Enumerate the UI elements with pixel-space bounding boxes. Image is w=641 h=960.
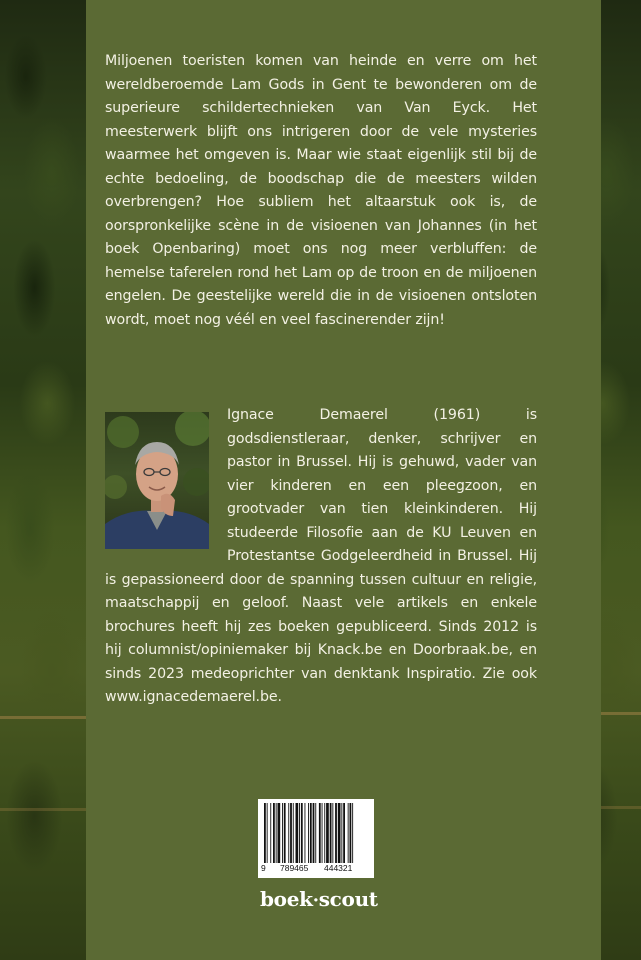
- barcode-bar: [310, 803, 312, 863]
- left-strip-line: [0, 716, 86, 719]
- publisher-logo-part2: scout: [318, 887, 378, 911]
- left-foliage-strip: [0, 0, 86, 960]
- isbn-barcode: [258, 799, 374, 878]
- barcode-bar: [313, 803, 315, 863]
- barcode-digits-right: 444321: [324, 863, 353, 873]
- barcode-bar: [319, 803, 321, 863]
- barcode-bar: [350, 803, 352, 863]
- publisher-logo-part1: boek: [260, 887, 313, 911]
- author-bio: Ignace Demaerel (1961) is godsdienstleraar, denker, schrijver en pastor in Brussel. Hij is gehuwd, vader van vier kinderen en een pleegzoon, en grootvader van tien kleinkinderen. Hij studeerde Filosofie aan de KU Leuven en Protestantse Godgeleerdheid in Brussel. Hij is gepassioneerd door de spanning tussen cultuur en religie, maatschappij en geloof. Naast vele artikels en enkele brochures heeft hij zes boeken gepubliceerd. Sinds 2012 is hij columnist/opiniemaker bij Knack.be en Doorbraak.be, en sinds 2023 medeoprichter van denktank Inspiratio. Zie ook www.ignacedemaerel.be.: [105, 407, 537, 705]
- book-blurb: Miljoenen toeristen komen van heinde en verre om het wereldberoemde Lam Gods in Gent te bewonderen om de superieure schildertechnieken van Van Eyck. Het meesterwerk blijft ons intrigeren door de vele mysteries waarmee het omgeven is. Maar wie staat eigenlijk stil bij de echte bedoeling, de boodschap die de meesters wilden overbrengen? Hoe subliem het altaarstuk ook is, de oorspronkelijke scène in de visioenen van Johannes (in het boek Openbaring) moet ons nog meer verbluffen: de hemelse taferelen rond het Lam op de troon en de miljoenen engelen. De geestelijke wereld die in de visioenen ontsloten wordt, moet nog véél en veel fascinerender zijn!: [105, 53, 537, 328]
- barcode-bar: [270, 803, 271, 863]
- barcode-bar: [273, 803, 275, 863]
- barcode-first-digit: 9: [261, 863, 266, 873]
- photo-spacer: [105, 404, 227, 548]
- barcode-bar: [305, 803, 306, 863]
- barcode-bar: [282, 803, 283, 863]
- barcode-digits: [258, 863, 374, 875]
- barcode-bar: [293, 803, 294, 863]
- barcode-bar: [343, 803, 345, 863]
- barcode-bar: [299, 803, 300, 863]
- barcode-bar: [315, 803, 316, 863]
- barcode-bar: [335, 803, 337, 863]
- barcode-bar: [308, 803, 309, 863]
- barcode-bar: [324, 803, 325, 863]
- barcode-bar: [341, 803, 342, 863]
- barcode-bar: [296, 803, 299, 863]
- barcode-bar: [264, 803, 266, 863]
- barcode-bar: [348, 803, 349, 863]
- barcode-bar: [301, 803, 303, 863]
- barcode-bar: [284, 803, 286, 863]
- barcode-bar: [267, 803, 268, 863]
- barcode-bar: [326, 803, 329, 863]
- publisher-logo-dot: ·: [312, 890, 319, 911]
- barcode-bar: [330, 803, 332, 863]
- barcode-bar: [278, 803, 281, 863]
- barcode-bar: [332, 803, 333, 863]
- barcode-bar: [322, 803, 323, 863]
- barcode-bar: [338, 803, 341, 863]
- barcode-bar: [276, 803, 277, 863]
- left-strip-line: [0, 808, 86, 811]
- barcode-digits-left: 789465: [280, 863, 309, 873]
- barcode-bar: [288, 803, 289, 863]
- publisher-logo: [260, 887, 378, 917]
- author-bio-block: [105, 404, 537, 710]
- barcode-bar: [352, 803, 353, 863]
- barcode-bar: [290, 803, 292, 863]
